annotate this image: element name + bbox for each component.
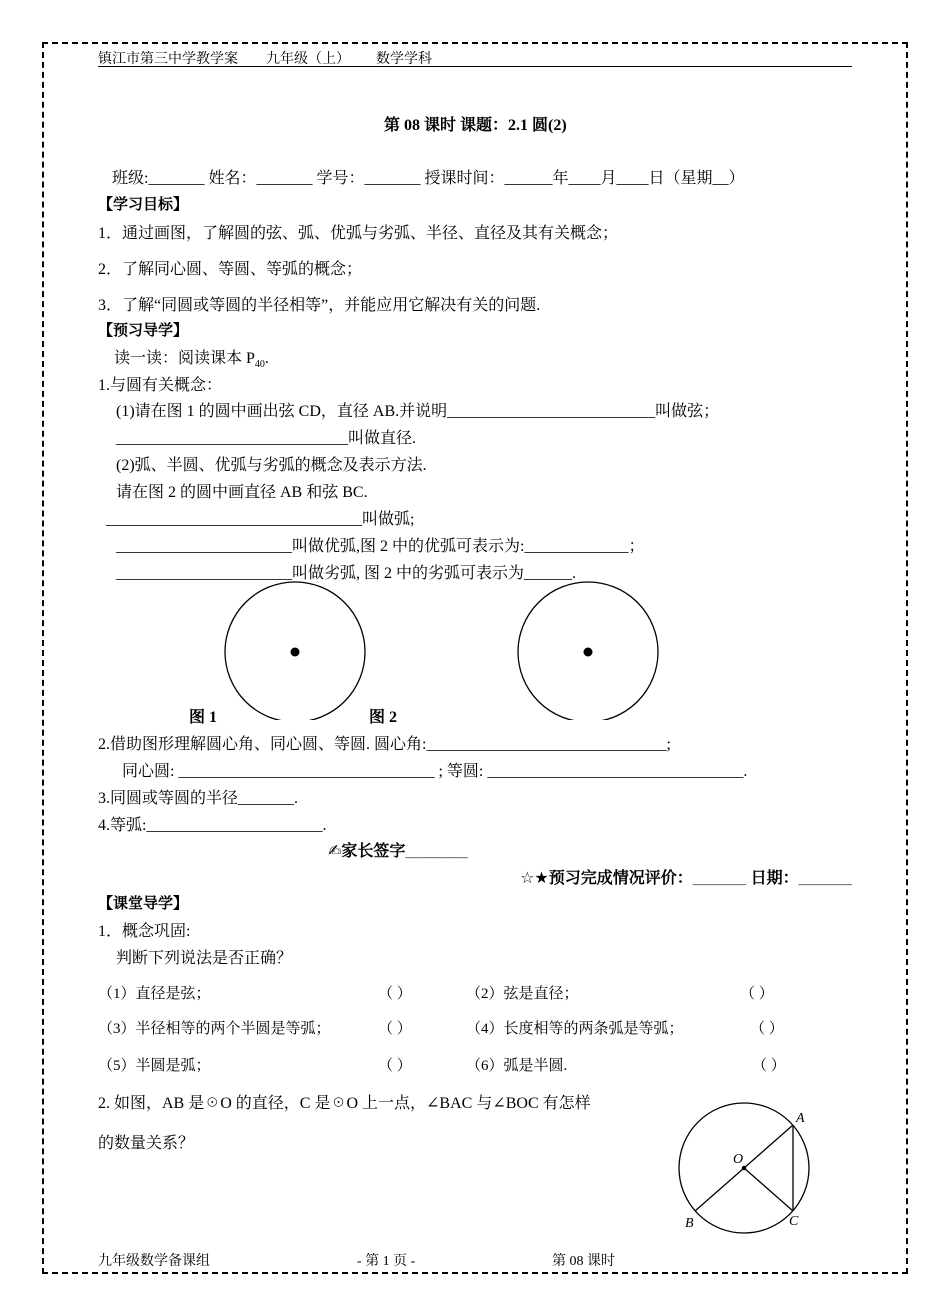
label-c: C — [789, 1214, 799, 1229]
judge-question: （4）长度相等的两条弧是等弧； — [466, 1021, 684, 1037]
header-school: 镇江市第三中学教学案 — [98, 52, 238, 67]
goal-item: 3．了解“同圆或等圆的半径相等”，并能应用它解决有关的问题. — [98, 297, 541, 314]
classroom-heading: 【课堂导学】 — [98, 896, 189, 912]
judge-question: （5）半圆是弧； — [98, 1058, 211, 1074]
page-title: 第 08 课时 课题：2.1 圆(2) — [384, 117, 567, 134]
read-prefix: 读一读：阅读课本 P — [114, 350, 255, 367]
preview-line: 请在图 2 的圆中画直径 AB 和弦 BC. — [116, 484, 368, 501]
answer-paren: （ ） — [378, 1058, 412, 1074]
preview-line: _____________________________叫做直径. — [116, 430, 417, 447]
preview-line: ______________________叫做优弧,图 2 中的优弧可表示为:_____________； — [116, 538, 645, 555]
preview-line: ________________________________叫做弧; — [106, 511, 415, 528]
footer-page-number: - 第 1 页 - — [357, 1254, 416, 1269]
judge-instruction: 判断下列说法是否正确？ — [116, 950, 293, 967]
preview-line: 同心圆: ________________________________ ; 等圆: ________________________________. — [122, 763, 748, 780]
figure-2-label: 图 2 — [369, 709, 398, 726]
answer-paren: （ ） — [752, 1058, 786, 1074]
figure-1-center — [291, 648, 300, 657]
answer-paren: （ ） — [750, 1021, 784, 1037]
question-2-line2: 的数量关系？ — [98, 1135, 195, 1152]
read-suffix: . — [264, 350, 269, 367]
preview-line: (1)请在图 1 的圆中画出弦 CD，直径 AB.并说明__________________________叫做弦； — [116, 403, 720, 420]
goals-heading: 【学习目标】 — [98, 197, 189, 213]
preview-line: (2)弧、半圆、优弧与劣弧的概念及表示方法. — [116, 457, 427, 474]
goal-item: 1．通过画图，了解圆的弦、弧、优弧与劣弧、半径、直径及其有关概念； — [98, 225, 619, 242]
preview-line: 2.借助图形理解圆心角、同心圆、等圆. 圆心角:______________________________; — [98, 736, 671, 753]
preview-line: 1.与圆有关概念： — [98, 377, 223, 394]
answer-paren: （ ） — [378, 1021, 412, 1037]
label-b: B — [685, 1216, 694, 1231]
preview-heading: 【预习导学】 — [98, 323, 189, 339]
parent-signature: ✍家长签字_______ — [328, 843, 468, 860]
header-grade: 九年级（上） — [266, 52, 350, 67]
question-2-line1: 2. 如图，AB 是☉O 的直径，C 是☉O 上一点，∠BAC 与∠BOC 有怎样 — [98, 1095, 591, 1112]
footer-left: 九年级数学备课组 — [98, 1254, 210, 1269]
goal-item: 2．了解同心圆、等圆、等弧的概念； — [98, 261, 363, 278]
header-subject: 数学学科 — [376, 52, 432, 67]
judge-question: （1）直径是弦； — [98, 986, 211, 1002]
figure-1-label: 图 1 — [189, 709, 218, 726]
judge-question: （6）弧是半圆. — [466, 1058, 568, 1074]
figure-2-center — [584, 648, 593, 657]
student-info-line: 班级:_______ 姓名：_______ 学号：_______ 授课时间：______年____月____日（星期__） — [112, 170, 745, 187]
answer-paren: （ ） — [740, 986, 774, 1002]
label-o: O — [733, 1152, 744, 1167]
classroom-item1: 1．概念巩固: — [98, 923, 191, 940]
preview-evaluation: ☆★预习完成情况评价：______ 日期：______ — [520, 870, 852, 887]
judge-question: （3）半径相等的两个半圆是等弧； — [98, 1021, 331, 1037]
geometry-figure — [660, 1100, 820, 1240]
preview-line: 4.等弧:______________________. — [98, 817, 327, 834]
judge-question: （2）弦是直径； — [466, 986, 579, 1002]
answer-paren: （ ） — [378, 986, 412, 1002]
preview-line: ______________________叫做劣弧, 图 2 中的劣弧可表示为______. — [116, 565, 577, 582]
label-a: A — [796, 1111, 805, 1126]
preview-line: 3.同圆或等圆的半径_______. — [98, 790, 299, 807]
read-sub: 40 — [254, 359, 265, 371]
footer-right: 第 08 课时 — [552, 1254, 615, 1269]
radius-oc — [744, 1168, 793, 1211]
